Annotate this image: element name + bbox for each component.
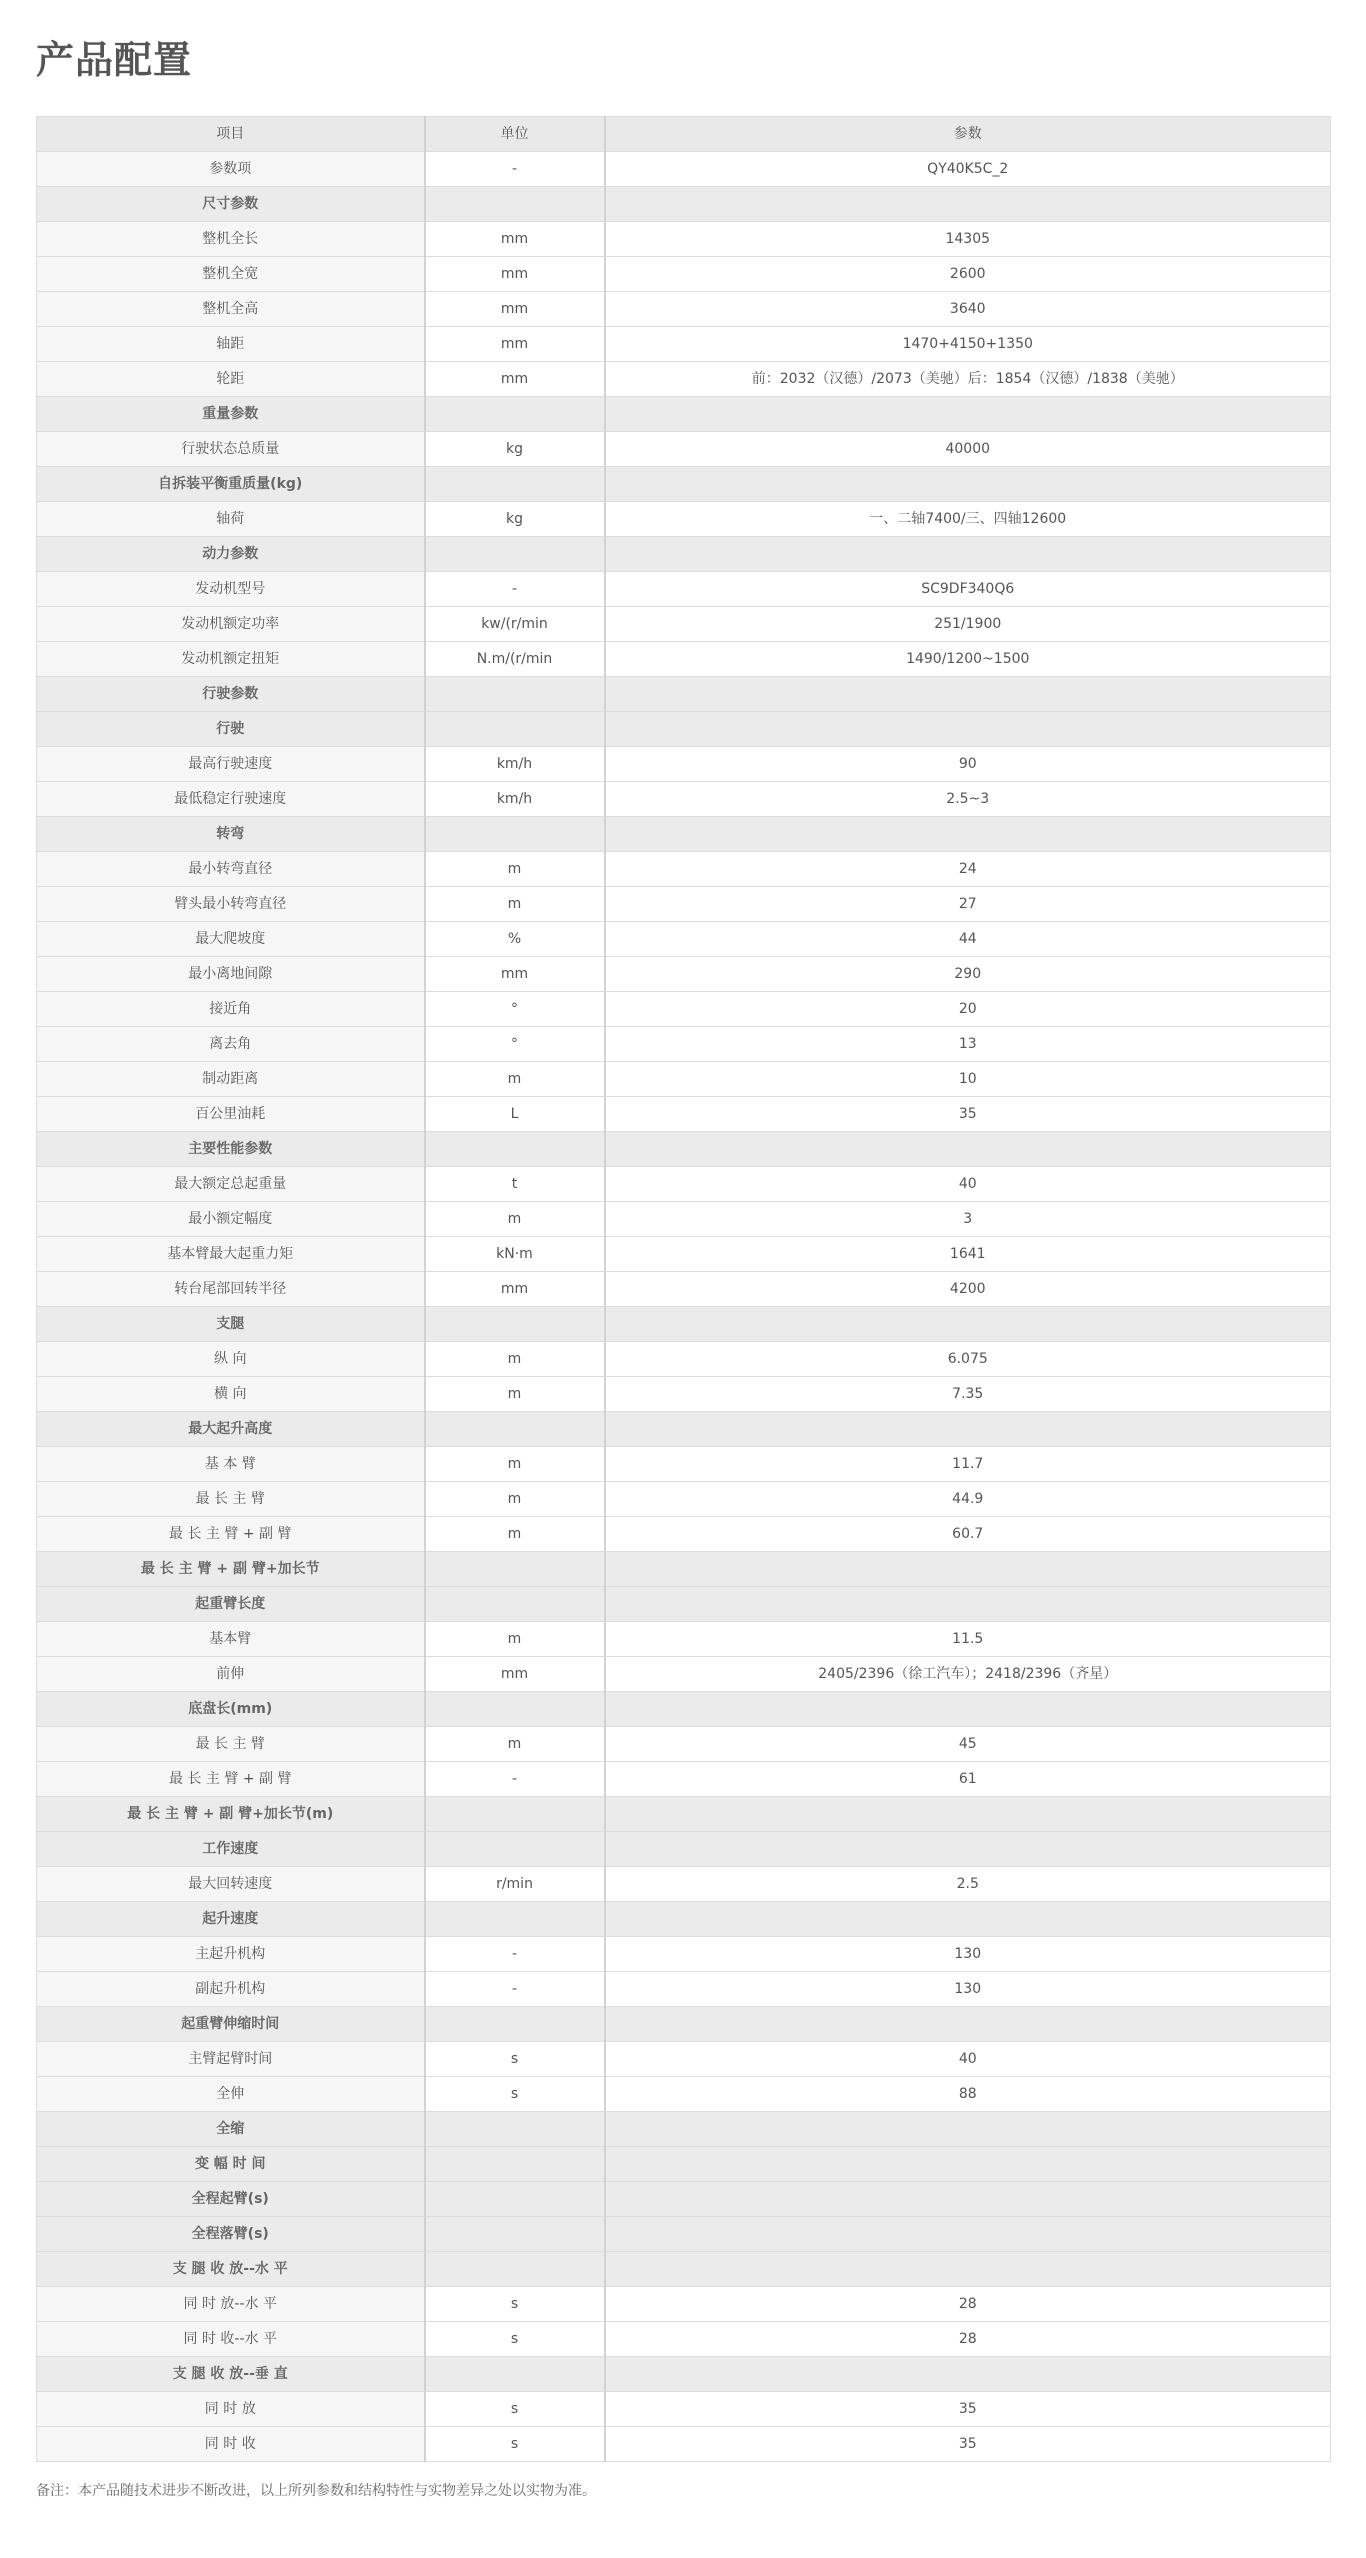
section-header-row <box>37 537 1331 572</box>
cell-value <box>605 1132 1331 1167</box>
cell-value <box>605 187 1331 222</box>
cell-unit <box>425 1412 605 1447</box>
table-row <box>37 1027 1331 1062</box>
table-row <box>37 2427 1331 2462</box>
cell-item: 最小转弯直径 <box>37 852 425 887</box>
cell-unit: m <box>425 1517 605 1552</box>
cell-value: 45 <box>605 1727 1331 1762</box>
cell-item: 最 长 主 臂 + 副 臂+加长节 <box>37 1552 425 1587</box>
section-header-row <box>37 187 1331 222</box>
table-row <box>37 1342 1331 1377</box>
cell-value: QY40K5C_2 <box>605 152 1331 187</box>
cell-item: 底盘长(mm) <box>37 1692 425 1727</box>
cell-item: 同 时 放--水 平 <box>37 2287 425 2322</box>
cell-value: 2.5~3 <box>605 782 1331 817</box>
cell-item: 起重臂伸缩时间 <box>37 2007 425 2042</box>
cell-value: 44 <box>605 922 1331 957</box>
section-header-row <box>37 467 1331 502</box>
cell-unit: mm <box>425 327 605 362</box>
cell-unit: L <box>425 1097 605 1132</box>
cell-item: 接近角 <box>37 992 425 1027</box>
cell-item: 重量参数 <box>37 397 425 432</box>
cell-value: 27 <box>605 887 1331 922</box>
cell-item: 工作速度 <box>37 1832 425 1867</box>
cell-item: 全伸 <box>37 2077 425 2112</box>
section-header-row <box>37 1902 1331 1937</box>
table-row <box>37 152 1331 187</box>
cell-unit: m <box>425 1447 605 1482</box>
cell-item: 发动机额定功率 <box>37 607 425 642</box>
cell-item: 转台尾部回转半径 <box>37 1272 425 1307</box>
cell-value: 2.5 <box>605 1867 1331 1902</box>
cell-unit: s <box>425 2322 605 2357</box>
section-header-row <box>37 2357 1331 2392</box>
table-row <box>37 1202 1331 1237</box>
cell-value: 35 <box>605 1097 1331 1132</box>
table-row <box>37 642 1331 677</box>
cell-value: 11.7 <box>605 1447 1331 1482</box>
cell-value: SC9DF340Q6 <box>605 572 1331 607</box>
header-value: 参数 <box>605 117 1331 152</box>
table-row <box>37 2392 1331 2427</box>
cell-unit: s <box>425 2392 605 2427</box>
cell-item: 最小离地间隙 <box>37 957 425 992</box>
spec-table <box>36 116 1331 2462</box>
section-header-row <box>37 712 1331 747</box>
cell-value <box>605 2217 1331 2252</box>
cell-unit: m <box>425 1727 605 1762</box>
cell-item: 起重臂长度 <box>37 1587 425 1622</box>
cell-unit: - <box>425 1937 605 1972</box>
cell-value: 40 <box>605 1167 1331 1202</box>
table-row <box>37 1447 1331 1482</box>
cell-unit: m <box>425 852 605 887</box>
cell-value: 130 <box>605 1937 1331 1972</box>
cell-item: 基本臂 <box>37 1622 425 1657</box>
cell-unit: kg <box>425 432 605 467</box>
table-row <box>37 1972 1331 2007</box>
section-header-row <box>37 1307 1331 1342</box>
cell-item: 最大额定总起重量 <box>37 1167 425 1202</box>
cell-item: 最 长 主 臂 + 副 臂+加长节(m) <box>37 1797 425 1832</box>
section-header-row <box>37 817 1331 852</box>
cell-item: 整机全高 <box>37 292 425 327</box>
cell-unit <box>425 397 605 432</box>
cell-value: 130 <box>605 1972 1331 2007</box>
cell-item: 最大起升高度 <box>37 1412 425 1447</box>
cell-item: 最 长 主 臂 <box>37 1482 425 1517</box>
cell-unit <box>425 1797 605 1832</box>
table-row <box>37 992 1331 1027</box>
table-row <box>37 2287 1331 2322</box>
table-row <box>37 2042 1331 2077</box>
table-row <box>37 1727 1331 1762</box>
cell-value <box>605 467 1331 502</box>
cell-value: 一、二轴7400/三、四轴12600 <box>605 502 1331 537</box>
cell-item: 全程落臂(s) <box>37 2217 425 2252</box>
cell-item: 基 本 臂 <box>37 1447 425 1482</box>
cell-item: 纵 向 <box>37 1342 425 1377</box>
cell-item: 行驶 <box>37 712 425 747</box>
cell-value <box>605 1307 1331 1342</box>
cell-item: 发动机额定扭矩 <box>37 642 425 677</box>
cell-value <box>605 2007 1331 2042</box>
section-header-row <box>37 677 1331 712</box>
cell-item: 支腿 <box>37 1307 425 1342</box>
cell-unit: m <box>425 1342 605 1377</box>
table-row <box>37 1272 1331 1307</box>
section-header-row <box>37 2112 1331 2147</box>
cell-unit: mm <box>425 362 605 397</box>
table-row <box>37 852 1331 887</box>
cell-unit <box>425 817 605 852</box>
header-unit: 单位 <box>425 117 605 152</box>
cell-item: 主要性能参数 <box>37 1132 425 1167</box>
table-row <box>37 502 1331 537</box>
table-row <box>37 1937 1331 1972</box>
cell-value <box>605 1412 1331 1447</box>
cell-unit: - <box>425 152 605 187</box>
page-title: 产品配置 <box>36 38 193 82</box>
cell-unit <box>425 1307 605 1342</box>
cell-item: 百公里油耗 <box>37 1097 425 1132</box>
cell-value <box>605 1552 1331 1587</box>
cell-value: 2405/2396（徐工汽车）；2418/2396（齐星） <box>605 1657 1331 1692</box>
cell-value: 前：2032（汉德）/2073（美驰）后：1854（汉德）/1838（美驰） <box>605 362 1331 397</box>
cell-value <box>605 2357 1331 2392</box>
cell-unit <box>425 2252 605 2287</box>
spec-table-body <box>37 117 1331 2462</box>
cell-unit: % <box>425 922 605 957</box>
table-row <box>37 222 1331 257</box>
table-row <box>37 1062 1331 1097</box>
cell-item: 制动距离 <box>37 1062 425 1097</box>
cell-item: 主臂起臂时间 <box>37 2042 425 2077</box>
cell-item: 最大回转速度 <box>37 1867 425 1902</box>
cell-value: 1490/1200~1500 <box>605 642 1331 677</box>
cell-value <box>605 2147 1331 2182</box>
section-header-row <box>37 2007 1331 2042</box>
cell-unit <box>425 537 605 572</box>
table-row <box>37 2077 1331 2112</box>
table-row <box>37 782 1331 817</box>
cell-value: 290 <box>605 957 1331 992</box>
cell-item: 最 长 主 臂 + 副 臂 <box>37 1762 425 1797</box>
section-header-row <box>37 397 1331 432</box>
cell-unit <box>425 1692 605 1727</box>
cell-value: 35 <box>605 2392 1331 2427</box>
cell-value <box>605 2112 1331 2147</box>
cell-value <box>605 1797 1331 1832</box>
table-row <box>37 607 1331 642</box>
cell-value: 88 <box>605 2077 1331 2112</box>
cell-item: 最 长 主 臂 + 副 臂 <box>37 1517 425 1552</box>
cell-value <box>605 677 1331 712</box>
cell-value: 61 <box>605 1762 1331 1797</box>
cell-item: 行驶状态总质量 <box>37 432 425 467</box>
cell-unit <box>425 2147 605 2182</box>
cell-item: 轮距 <box>37 362 425 397</box>
cell-item: 最高行驶速度 <box>37 747 425 782</box>
cell-item: 全程起臂(s) <box>37 2182 425 2217</box>
table-row <box>37 1517 1331 1552</box>
cell-unit: m <box>425 1377 605 1412</box>
cell-unit: mm <box>425 292 605 327</box>
cell-value: 13 <box>605 1027 1331 1062</box>
table-row <box>37 1167 1331 1202</box>
cell-unit: m <box>425 1482 605 1517</box>
section-header-row <box>37 2147 1331 2182</box>
cell-unit <box>425 2357 605 2392</box>
cell-value <box>605 1587 1331 1622</box>
cell-item: 副起升机构 <box>37 1972 425 2007</box>
section-header-row <box>37 1132 1331 1167</box>
cell-item: 支 腿 收 放--水 平 <box>37 2252 425 2287</box>
cell-item: 基本臂最大起重力矩 <box>37 1237 425 1272</box>
cell-unit: N.m/(r/min <box>425 642 605 677</box>
cell-item: 起升速度 <box>37 1902 425 1937</box>
cell-unit: ° <box>425 1027 605 1062</box>
cell-value <box>605 397 1331 432</box>
table-row <box>37 362 1331 397</box>
cell-value: 4200 <box>605 1272 1331 1307</box>
cell-item: 同 时 放 <box>37 2392 425 2427</box>
cell-unit <box>425 1902 605 1937</box>
table-row <box>37 2322 1331 2357</box>
cell-value: 44.9 <box>605 1482 1331 1517</box>
cell-value: 40000 <box>605 432 1331 467</box>
cell-unit: kw/(r/min <box>425 607 605 642</box>
table-row <box>37 1377 1331 1412</box>
cell-unit: - <box>425 1972 605 2007</box>
table-row <box>37 327 1331 362</box>
cell-unit: s <box>425 2077 605 2112</box>
cell-unit <box>425 2182 605 2217</box>
cell-item: 主起升机构 <box>37 1937 425 1972</box>
cell-item: 整机全宽 <box>37 257 425 292</box>
cell-item: 最大爬坡度 <box>37 922 425 957</box>
cell-unit <box>425 712 605 747</box>
cell-value: 1470+4150+1350 <box>605 327 1331 362</box>
table-row <box>37 1657 1331 1692</box>
table-row <box>37 747 1331 782</box>
cell-unit: mm <box>425 222 605 257</box>
cell-item: 最小额定幅度 <box>37 1202 425 1237</box>
cell-unit: kN·m <box>425 1237 605 1272</box>
cell-value <box>605 712 1331 747</box>
cell-unit: kg <box>425 502 605 537</box>
cell-item: 变 幅 时 间 <box>37 2147 425 2182</box>
table-row <box>37 257 1331 292</box>
table-row <box>37 1867 1331 1902</box>
cell-item: 转弯 <box>37 817 425 852</box>
cell-value: 40 <box>605 2042 1331 2077</box>
cell-unit <box>425 2112 605 2147</box>
table-row <box>37 1762 1331 1797</box>
cell-value <box>605 1692 1331 1727</box>
table-row <box>37 1482 1331 1517</box>
cell-unit: mm <box>425 257 605 292</box>
cell-unit: t <box>425 1167 605 1202</box>
cell-value: 7.35 <box>605 1377 1331 1412</box>
cell-value: 24 <box>605 852 1331 887</box>
cell-item: 臂头最小转弯直径 <box>37 887 425 922</box>
cell-unit: s <box>425 2427 605 2462</box>
section-header-row <box>37 1587 1331 1622</box>
cell-unit: mm <box>425 1657 605 1692</box>
table-row <box>37 922 1331 957</box>
cell-unit: - <box>425 572 605 607</box>
cell-item: 最低稳定行驶速度 <box>37 782 425 817</box>
cell-unit <box>425 1552 605 1587</box>
cell-unit: - <box>425 1762 605 1797</box>
footnote: 备注：本产品随技术进步不断改进，以上所列参数和结构特性与实物差异之处以实物为准。 <box>36 2483 596 2499</box>
cell-unit: m <box>425 887 605 922</box>
cell-unit: km/h <box>425 782 605 817</box>
cell-unit: km/h <box>425 747 605 782</box>
cell-unit <box>425 2217 605 2252</box>
cell-item: 全缩 <box>37 2112 425 2147</box>
cell-value <box>605 537 1331 572</box>
section-header-row <box>37 2182 1331 2217</box>
table-row <box>37 1237 1331 1272</box>
cell-value: 3 <box>605 1202 1331 1237</box>
cell-value: 1641 <box>605 1237 1331 1272</box>
cell-value: 10 <box>605 1062 1331 1097</box>
section-header-row <box>37 1832 1331 1867</box>
header-item: 项目 <box>37 117 425 152</box>
cell-value <box>605 1832 1331 1867</box>
table-row <box>37 432 1331 467</box>
section-header-row <box>37 1797 1331 1832</box>
cell-item: 参数项 <box>37 152 425 187</box>
table-row <box>37 572 1331 607</box>
cell-item: 行驶参数 <box>37 677 425 712</box>
cell-unit <box>425 467 605 502</box>
cell-unit <box>425 677 605 712</box>
cell-value: 14305 <box>605 222 1331 257</box>
table-row <box>37 292 1331 327</box>
section-header-row <box>37 1412 1331 1447</box>
cell-item: 动力参数 <box>37 537 425 572</box>
cell-value: 11.5 <box>605 1622 1331 1657</box>
cell-value: 251/1900 <box>605 607 1331 642</box>
cell-unit <box>425 2007 605 2042</box>
cell-item: 整机全长 <box>37 222 425 257</box>
cell-unit: m <box>425 1062 605 1097</box>
cell-unit: mm <box>425 1272 605 1307</box>
cell-item: 最 长 主 臂 <box>37 1727 425 1762</box>
cell-unit <box>425 1587 605 1622</box>
cell-value <box>605 1902 1331 1937</box>
cell-item: 横 向 <box>37 1377 425 1412</box>
cell-item: 同 时 收 <box>37 2427 425 2462</box>
cell-unit: m <box>425 1202 605 1237</box>
table-header-row <box>37 117 1331 152</box>
cell-value: 28 <box>605 2287 1331 2322</box>
cell-value: 2600 <box>605 257 1331 292</box>
cell-unit: mm <box>425 957 605 992</box>
cell-item: 尺寸参数 <box>37 187 425 222</box>
cell-value: 28 <box>605 2322 1331 2357</box>
cell-unit: ° <box>425 992 605 1027</box>
cell-unit <box>425 1132 605 1167</box>
cell-value: 20 <box>605 992 1331 1027</box>
cell-item: 轴荷 <box>37 502 425 537</box>
cell-unit: s <box>425 2042 605 2077</box>
cell-value: 6.075 <box>605 1342 1331 1377</box>
cell-item: 同 时 收--水 平 <box>37 2322 425 2357</box>
section-header-row <box>37 2252 1331 2287</box>
cell-value <box>605 817 1331 852</box>
section-header-row <box>37 2217 1331 2252</box>
cell-item: 前伸 <box>37 1657 425 1692</box>
cell-value <box>605 2182 1331 2217</box>
cell-item: 离去角 <box>37 1027 425 1062</box>
cell-item: 支 腿 收 放--垂 直 <box>37 2357 425 2392</box>
table-row <box>37 887 1331 922</box>
cell-unit <box>425 1832 605 1867</box>
cell-value <box>605 2252 1331 2287</box>
table-row <box>37 1622 1331 1657</box>
cell-unit: m <box>425 1622 605 1657</box>
cell-item: 自拆装平衡重质量(kg) <box>37 467 425 502</box>
cell-value: 60.7 <box>605 1517 1331 1552</box>
table-row <box>37 1097 1331 1132</box>
cell-unit <box>425 187 605 222</box>
cell-value: 35 <box>605 2427 1331 2462</box>
section-header-row <box>37 1552 1331 1587</box>
cell-value: 3640 <box>605 292 1331 327</box>
cell-item: 轴距 <box>37 327 425 362</box>
cell-value: 90 <box>605 747 1331 782</box>
table-row <box>37 957 1331 992</box>
cell-unit: r/min <box>425 1867 605 1902</box>
cell-unit: s <box>425 2287 605 2322</box>
section-header-row <box>37 1692 1331 1727</box>
cell-item: 发动机型号 <box>37 572 425 607</box>
